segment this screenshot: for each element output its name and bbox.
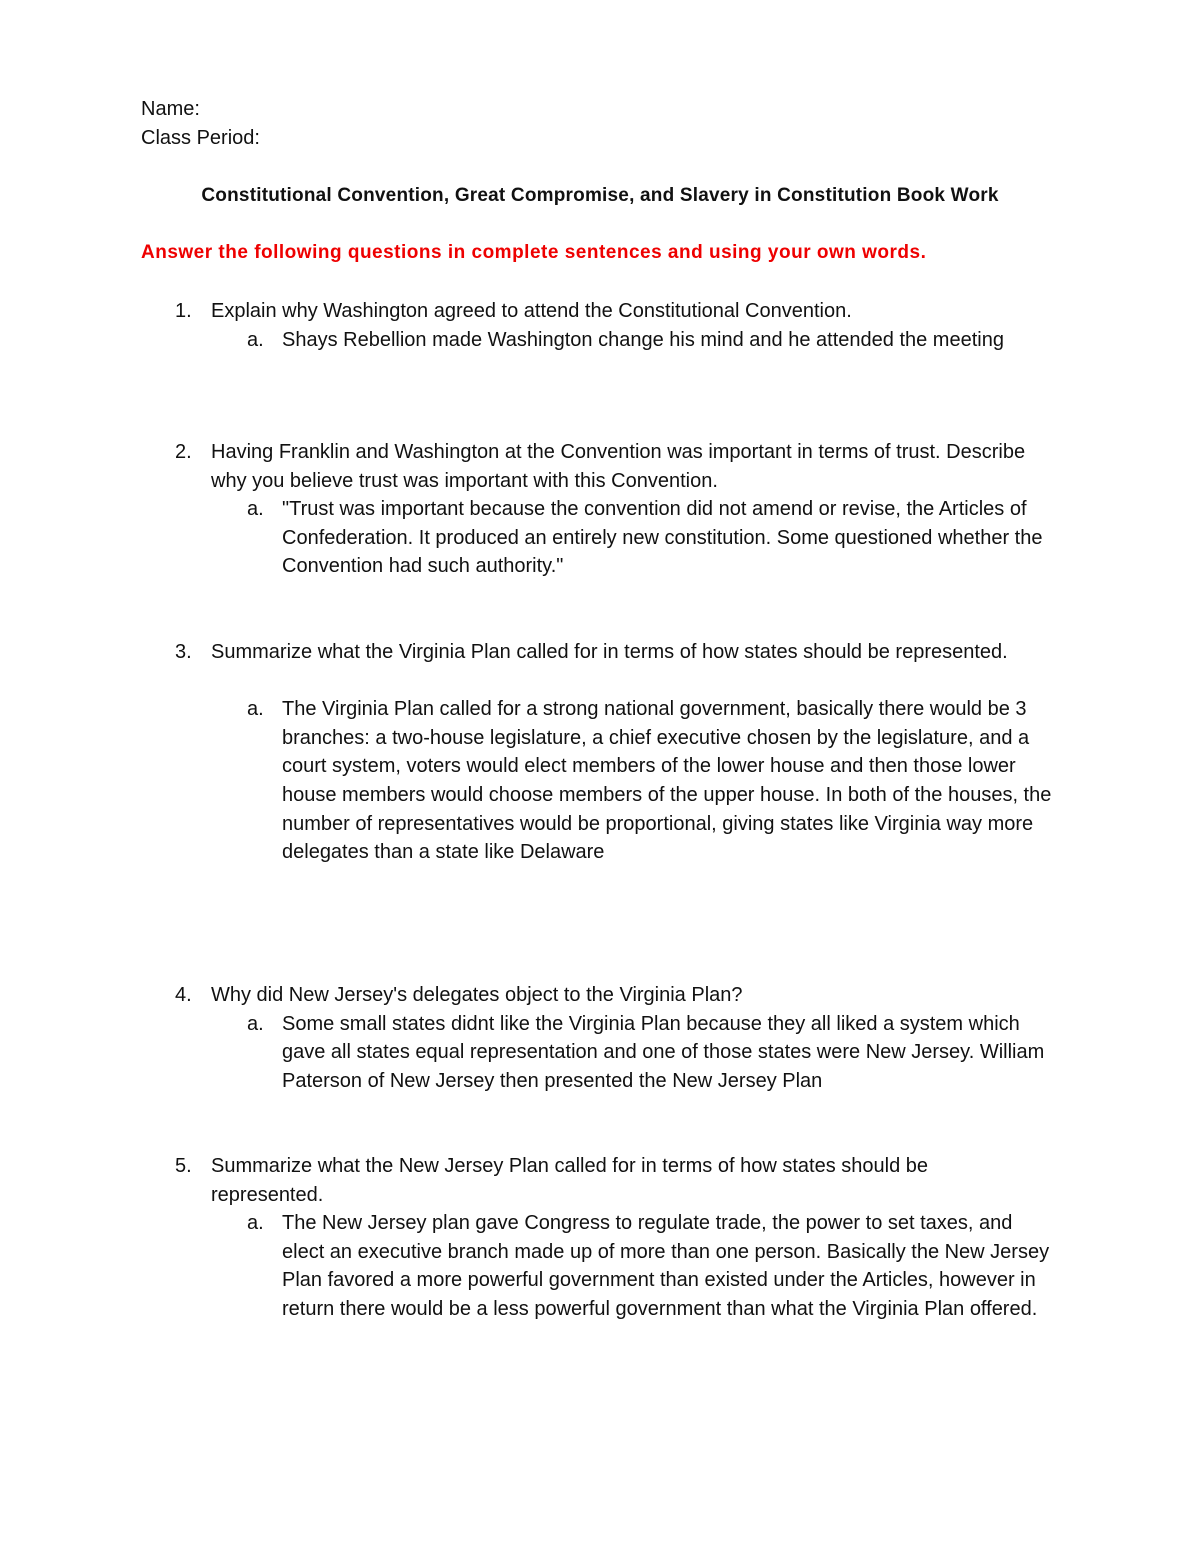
answer-letter: a. [247,1212,264,1235]
answer-letter: a. [247,328,264,351]
question-number: 5. [175,1155,192,1177]
question-number: 4. [175,984,192,1006]
class-period-label: Class Period: [141,127,260,149]
question-text: Explain why Washington agreed to attend the Constitutional Convention. [211,300,852,322]
question-text: Summarize what the Virginia Plan called for in terms of how states should be represented. [211,641,1008,663]
answer-text: Some small states didnt like the Virginia Plan because they all liked a system which gave all states equal representation and one of those states were New Jersey. William Paterson of New Jersey then presented the New Jersey Plan [282,1012,1045,1092]
instructions: Answer the following questions in complete sentences and using your own words. [141,242,927,263]
answer-letter: a. [247,698,264,721]
question-text: Having Franklin and Washington at the Convention was important in terms of trust. Describe why you believe trust was important with this Convention. [211,441,1026,492]
answer-text: The Virginia Plan called for a strong national government, basically there would be 3 branches: a two-house legislature, a chief executive chosen by the legislature, and a court system, voters would elect members of the lower house and then those lower house members would choose members of the upper house. In both of the houses, the number of representatives would be proportional, giving states like Virginia way more delegates than a state like Delaware [282,698,1052,864]
answer-text: The New Jersey plan gave Congress to regulate trade, the power to set taxes, and elect an executive branch made up of more than one person. Basically the New Jersey Plan favored a more powerful government than existed under the Articles, however in return there would be a less powerful government than what the Virginia Plan offered. [282,1212,1050,1320]
question-number: 1. [175,300,192,322]
question-number: 3. [175,641,192,663]
name-label: Name: [141,98,200,120]
answer-letter: a. [247,498,264,521]
answer-letter: a. [247,1012,264,1035]
answer-text: "Trust was important because the convention did not amend or revise, the Articles of Confederation. It produced an entirely new constitution. Some questioned whether the Convention had such authority." [282,498,1043,578]
question-text: Summarize what the New Jersey Plan called for in terms of how states should be represented. [211,1155,928,1206]
question-text: Why did New Jersey's delegates object to the Virginia Plan? [211,984,743,1006]
question-number: 2. [175,441,192,463]
document-title: Constitutional Convention, Great Compromise, and Slavery in Constitution Book Work [201,185,999,206]
answer-text: Shays Rebellion made Washington change his mind and he attended the meeting [282,328,1004,351]
